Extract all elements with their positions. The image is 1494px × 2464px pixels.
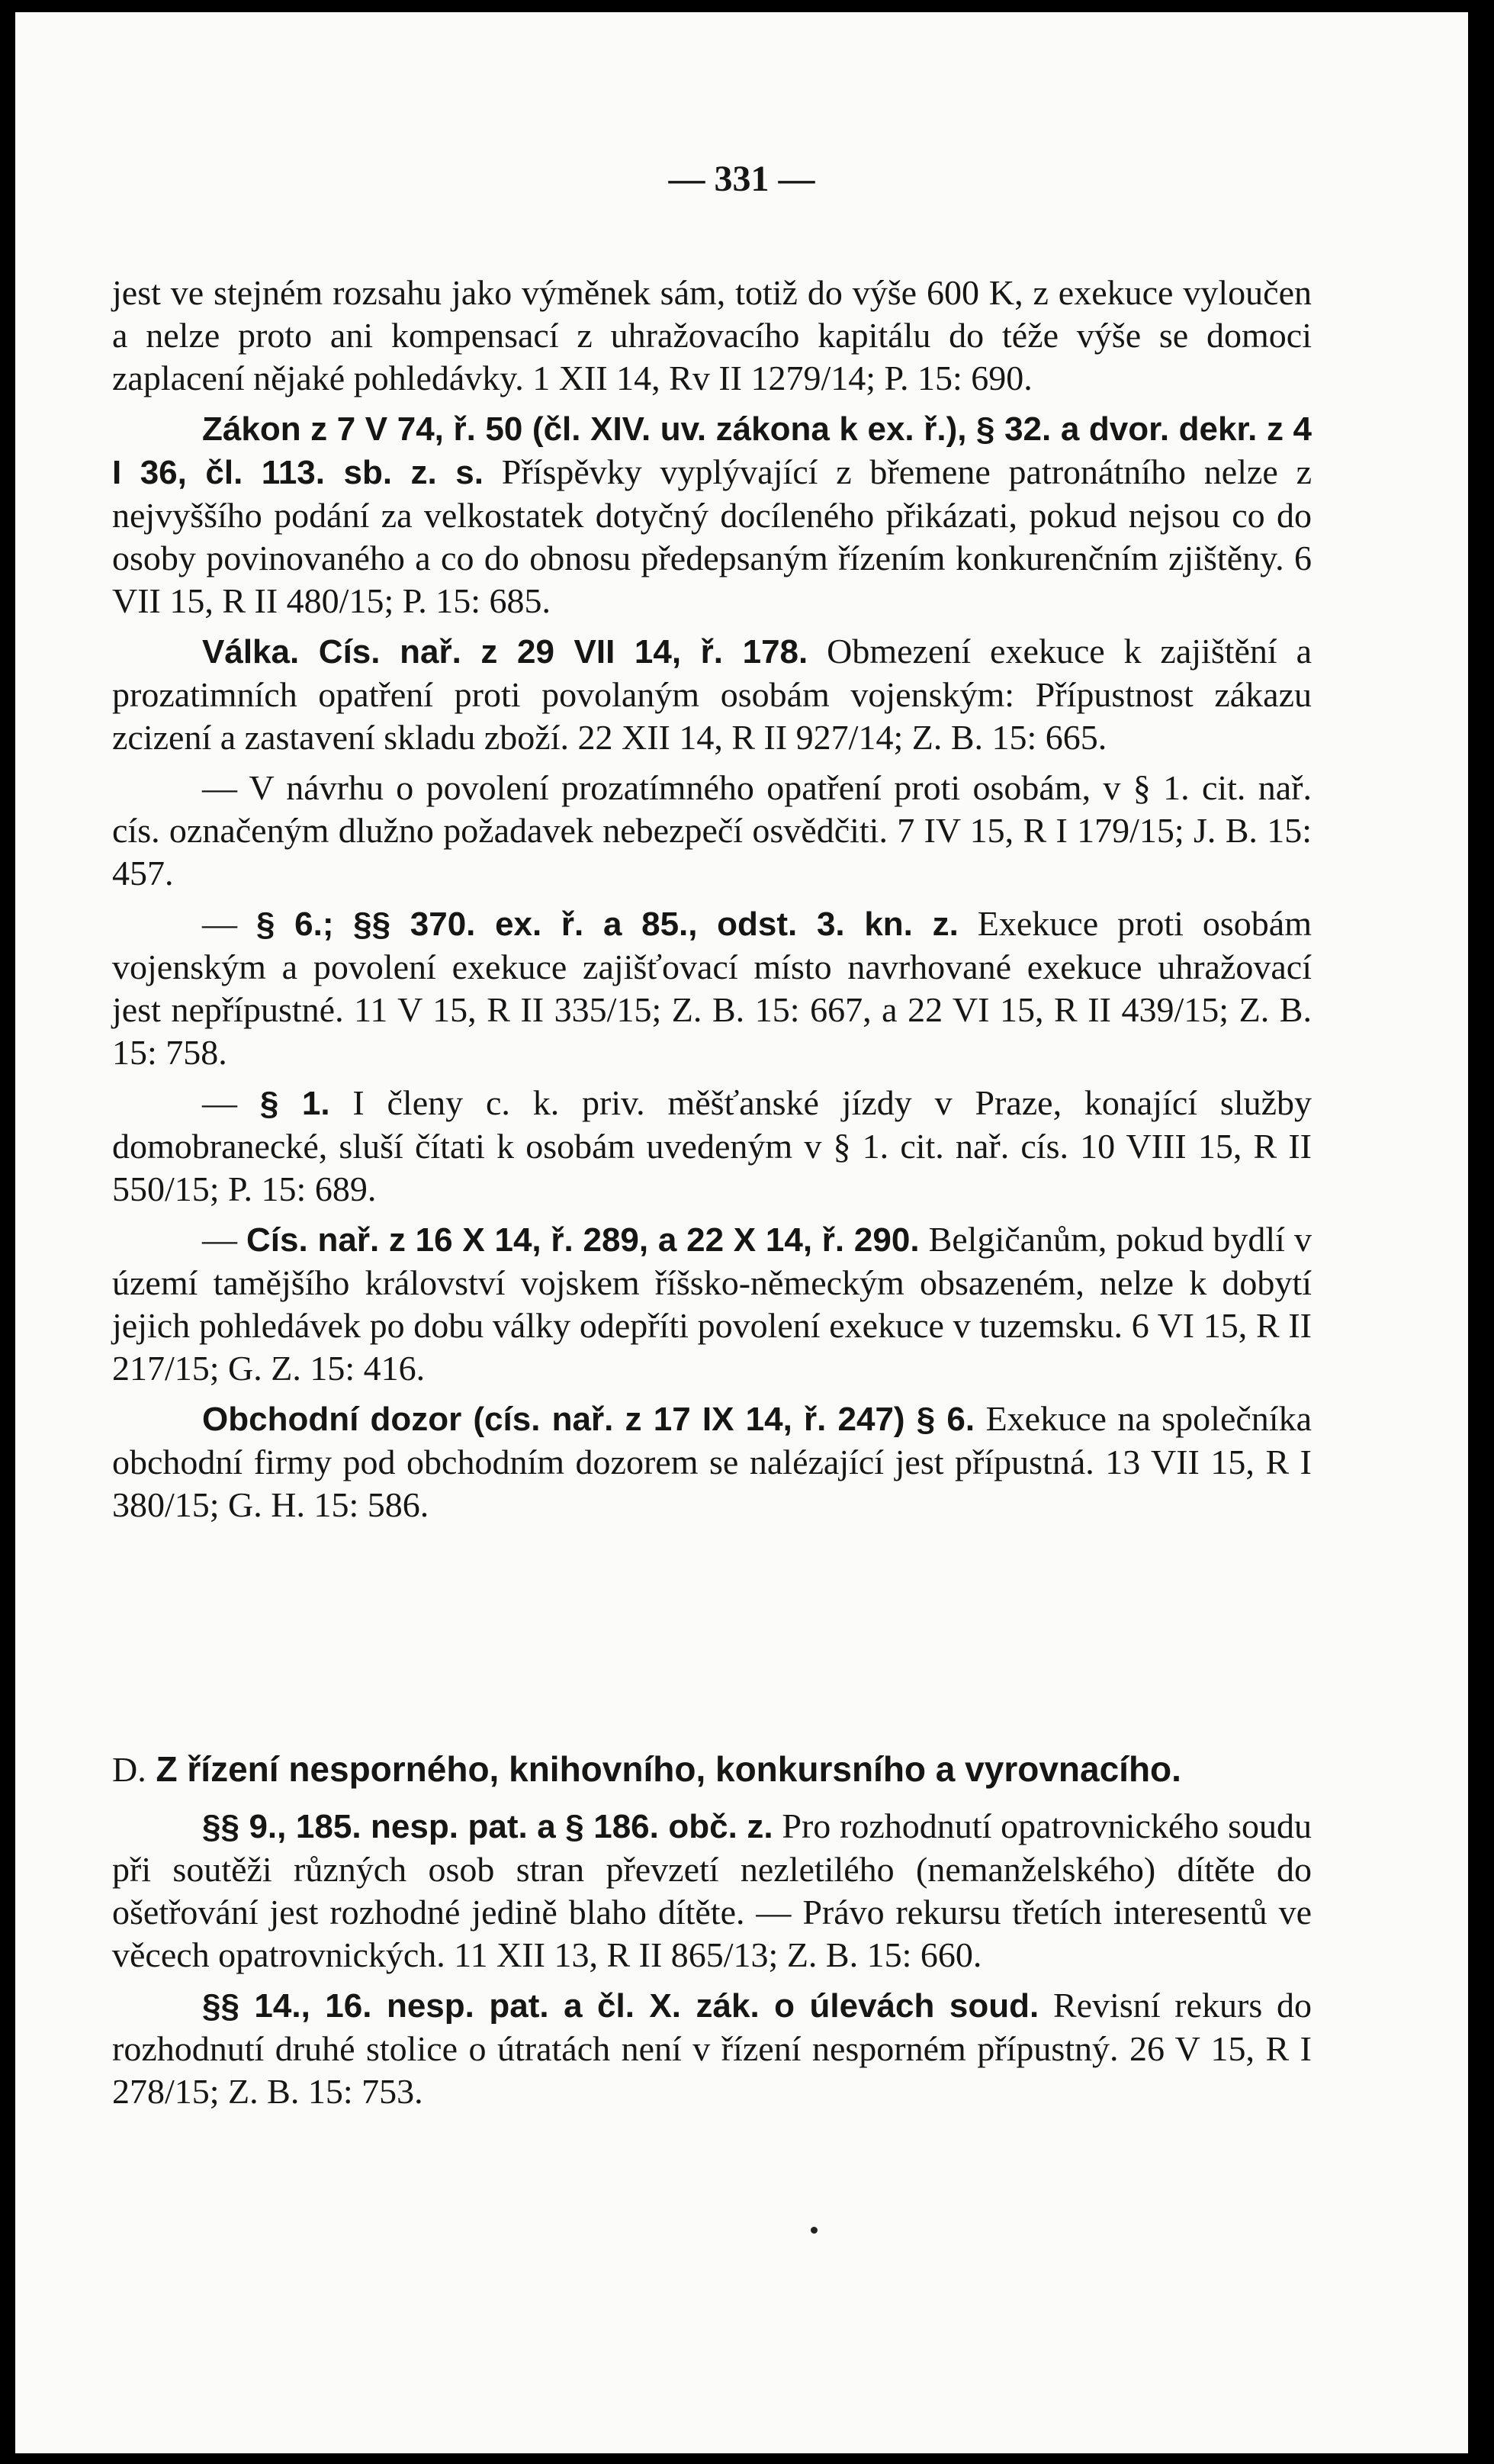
section-d <box>112 1748 1312 2113</box>
paragraph-text: — <box>202 1083 260 1122</box>
paragraph-text: Příspěvky vyplývající z břemene patronátního nelze z nejvyššího podání za velkostatek dotyčný docíleného přikázati, pokud nejsou co do osoby povinovaného a co do obnosu předepsaným řízením konkurenčním zjištěny. 6 VII 15, R II 480/15; P. 15: 685. <box>112 452 1312 620</box>
paragraph <box>112 1805 1312 1977</box>
paragraph <box>112 1398 1312 1526</box>
paragraph <box>112 407 1312 622</box>
paragraph-text: — V návrhu o povolení prozatímného opatření proti osobám, v § 1. cit. nař. cís. označeným dlužno požadavek nebezpečí osvědčiti. 7 IV 15, R I 179/15; J. B. 15: 457. <box>112 768 1312 893</box>
paragraph <box>112 902 1312 1074</box>
paragraph-text: Exekuce proti osobám vojenským a povolení exekuce zajišťovací místo navrhované exekuce uhražovací jest nepřípustné. 11 V 15, R II 335/15; Z. B. 15: 667, a 22 VI 15, R II 439/15; Z. B. 15: 758. <box>112 904 1312 1072</box>
citation-heading: Válka. Cís. nař. z 29 VII 14, ř. 178. <box>202 633 808 671</box>
paragraph-text: I členy c. k. priv. měšťanské jízdy v Praze, konající služby domobranecké, sluší čítati k osobám uvedeným v § 1. cit. nař. cís. 10 VIII 15, R II 550/15; P. 15: 689. <box>112 1083 1312 1208</box>
paragraph-text: Pro rozhodnutí opatrovnického soudu při soutěži různých osob stran převzetí nezletilého (nemanželského) dítěte do ošetřování jest rozhodné jedině blaho dítěte. — Právo rekursu třetích interesentů ve věcech opatrovnických. 11 XII 13, R II 865/13; Z. B. 15: 660. <box>112 1806 1312 1974</box>
section-heading <box>112 1748 1312 1791</box>
text-block <box>112 272 1312 1526</box>
paper-sheet <box>15 12 1468 2453</box>
paragraph <box>112 1082 1312 1211</box>
page-number: — 331 — <box>668 159 815 199</box>
citation-heading: Zákon z 7 V 74, ř. 50 (čl. XIV. uv. zákona k ex. ř.), § 32. a dvor. dekr. z 4 I 36, čl. 113. sb. z. s. <box>112 410 1312 491</box>
paragraph-text: Revisní rekurs do rozhodnutí druhé stolice o útratách není v řízení nesporném přípustný. 26 V 15, R I 278/15; Z. B. 15: 753. <box>112 1986 1312 2111</box>
paragraph-text: — <box>202 904 256 943</box>
paragraph <box>112 1218 1312 1390</box>
paragraph-text: Obmezení exekuce k zajištění a prozatimních opatření proti povolaným osobám vojenským: Přípustnost zákazu zcizení a zastavení skladu zboží. 22 XII 14, R II 927/14; Z. B. 15: 665. <box>112 632 1312 757</box>
section-paragraph-list <box>112 1805 1312 2113</box>
paragraph-list <box>112 272 1312 1526</box>
paragraph <box>112 767 1312 895</box>
paragraph-text: jest ve stejném rozsahu jako výměnek sám, totiž do výše 600 K, z exekuce vyloučen a nelze proto ani kompensací z uhražovacího kapitálu do téže výše se domoci zaplacení nějaké pohledávky. 1 XII 14, Rv II 1279/14; P. 15: 690. <box>112 273 1312 397</box>
paragraph <box>112 1984 1312 2113</box>
section-letter: D. <box>112 1750 146 1789</box>
paragraph-text: — <box>202 1220 247 1259</box>
citation-heading: Cís. nař. z 16 X 14, ř. 289, a 22 X 14, ř. 290. <box>246 1221 920 1259</box>
paragraph <box>112 272 1312 400</box>
paragraph <box>112 630 1312 759</box>
citation-heading: § 1. <box>259 1085 330 1122</box>
citation-heading: §§ 9., 185. nesp. pat. a § 186. obč. z. <box>202 1808 773 1845</box>
paragraph-text: Belgičanům, pokud bydlí v území tamějšího království vojskem říšsko-německým obsazeném, nelze k dobytí jejich pohledávek po dobu války odepříti povolení exekuce v tuzemsku. 6 VI 15, R II 217/15; G. Z. 15: 416. <box>112 1220 1312 1388</box>
paragraph-text: Exekuce na společníka obchodní firmy pod obchodním dozorem se nalézající jest přípustná. 13 VII 15, R I 380/15; G. H. 15: 586. <box>112 1399 1312 1524</box>
citation-heading: § 6.; §§ 370. ex. ř. a 85., odst. 3. kn. z. <box>255 906 959 943</box>
citation-heading: §§ 14., 16. nesp. pat. a čl. X. zák. o úlevách soud. <box>202 1987 1039 2025</box>
citation-heading: Obchodní dozor (cís. nař. z 17 IX 14, ř. 247) § 6. <box>202 1401 975 1438</box>
section-title: Z řízení nesporného, knihovního, konkursního a vyrovnacího. <box>156 1749 1181 1789</box>
ink-dot <box>811 2227 818 2234</box>
